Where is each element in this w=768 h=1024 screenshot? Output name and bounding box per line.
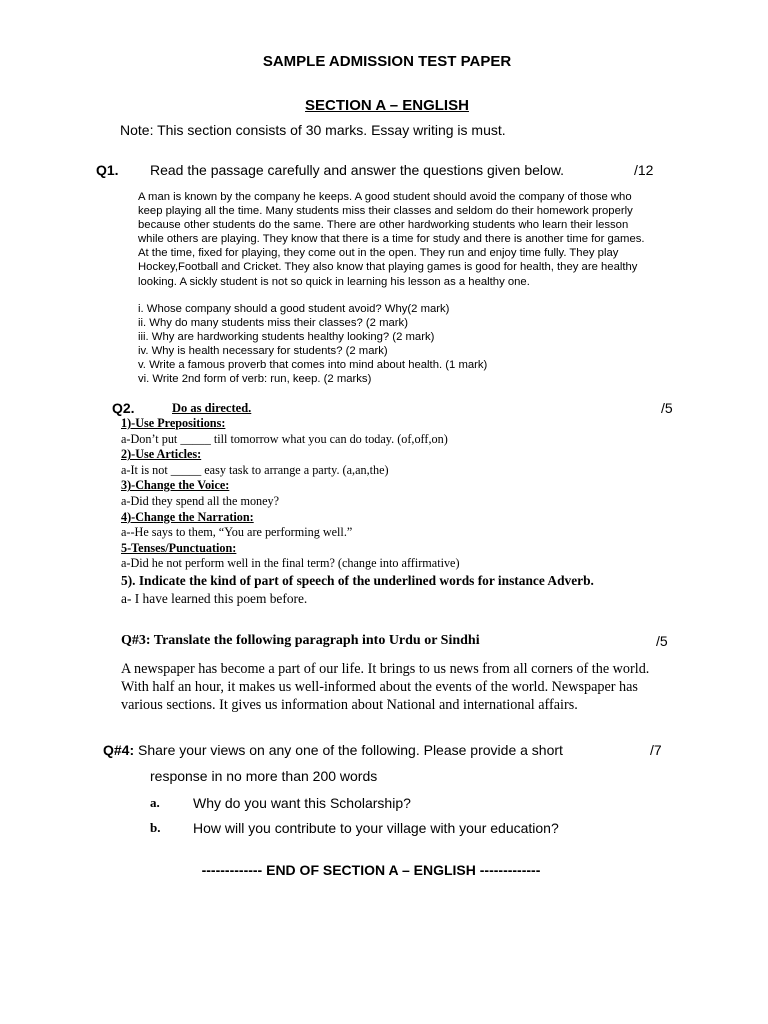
q2-items [121,416,594,608]
q4-instruction-line2: response in no more than 200 words [150,768,378,784]
q2-item-heading: 2)-Use Articles: [121,447,202,462]
q2-marks: /5 [661,400,673,416]
q2-item-text: a-Did he not perform well in the final term? (change into affirmative) [121,556,460,571]
paragraph-line: various sections. It gives us information about National and international affairs. [121,697,578,713]
q2-item-heading: 3)-Change the Voice: [121,478,230,493]
q4-option-text: How will you contribute to your village with your education? [193,820,559,836]
q2-item5-heading: 5). Indicate the kind of part of speech of the underlined words for instance Adverb. [121,572,594,588]
passage-line: because other students do the same. There are other hardworking students who learn their lesson [138,219,629,232]
q2-item-text: a-It is not _____ easy task to arrange a party. (a,an,the) [121,462,389,477]
list-item: vi. Write 2nd form of verb: run, keep. (2 marks) [138,373,372,386]
q2-item-heading: 5-Tenses/Punctuation: [121,540,237,555]
q1-number: Q1. [96,162,119,178]
paragraph-line: A newspaper has become a part of our life. It brings to us news from all corners of the world. [121,661,650,677]
passage-line: looking. A sickly student is not so quick in learning his lesson as a healthy one. [138,275,530,288]
list-item: i. Whose company should a good student avoid? Why(2 mark) [138,303,450,315]
q3-paragraph [121,660,649,714]
q3-label: Q#3: Translate the following paragraph into Urdu or Sindhi [121,633,480,648]
q4-option-letter: b. [150,820,161,835]
list-item: ii. Why do many students miss their classes? (2 mark) [138,317,408,330]
passage-line: while others are playing. They know that there is a time for study and there is another time for games. [138,233,645,246]
passage-line: At the time, fixed for playing, they come out in the open. They run and enjoy time fully. They play [138,247,619,260]
q4-marks: /7 [650,742,662,758]
q4-option-text: Why do you want this Scholarship? [193,795,411,811]
list-item: iv. Why is health necessary for students? (2 mark) [138,345,388,358]
q1-marks: /12 [634,162,654,178]
passage-line: Hockey,Football and Cricket. They also know that playing games is good for health, they are healthy [138,261,638,274]
section-title: SECTION A – ENGLISH [305,97,469,114]
q2-item-text: a-Don’t put _____ till tomorrow what you can do today. (of,off,on) [121,431,448,446]
q2-number: Q2. [112,400,135,416]
section-note: Note: This section consists of 30 marks. Essay writing is must. [120,122,506,138]
passage-line: A man is known by the company he keeps. A good student should avoid the company of those who [138,191,632,203]
q4-option-letter: a. [150,795,160,810]
list-item: v. Write a famous proverb that comes into mind about health. (1 mark) [138,359,488,372]
q2-item-text: a-Did they spend all the money? [121,493,280,508]
q1-question-list [138,302,487,387]
q2-item5-text: a- I have learned this poem before. [121,590,308,606]
q4-instruction-line1: Share your views on any one of the following. Please provide a short [138,742,563,758]
end-of-section: ------------- END OF SECTION A – ENGLISH ------------- [201,862,541,878]
q1-passage [138,190,698,289]
list-item: iii. Why are hardworking students healthy looking? (2 mark) [138,331,435,344]
q1-instruction: Read the passage carefully and answer the questions given below. [150,162,565,178]
page-title: SAMPLE ADMISSION TEST PAPER [262,53,512,70]
q2-instruction: Do as directed. [172,401,252,415]
q3-marks: /5 [656,633,668,649]
q2-item-text: a--He says to them, “You are performing well.” [121,525,353,540]
paragraph-line: With half an hour, it makes us well-informed about the events of the world. Newspaper has [121,679,638,695]
q2-item-heading: 1)-Use Prepositions: [121,416,226,430]
q2-item-heading: 4)-Change the Narration: [121,509,254,524]
passage-line: keep playing all the time. Many students miss their classes and seldom do their homework properly [138,205,633,218]
q4-label: Q#4: [103,742,135,758]
